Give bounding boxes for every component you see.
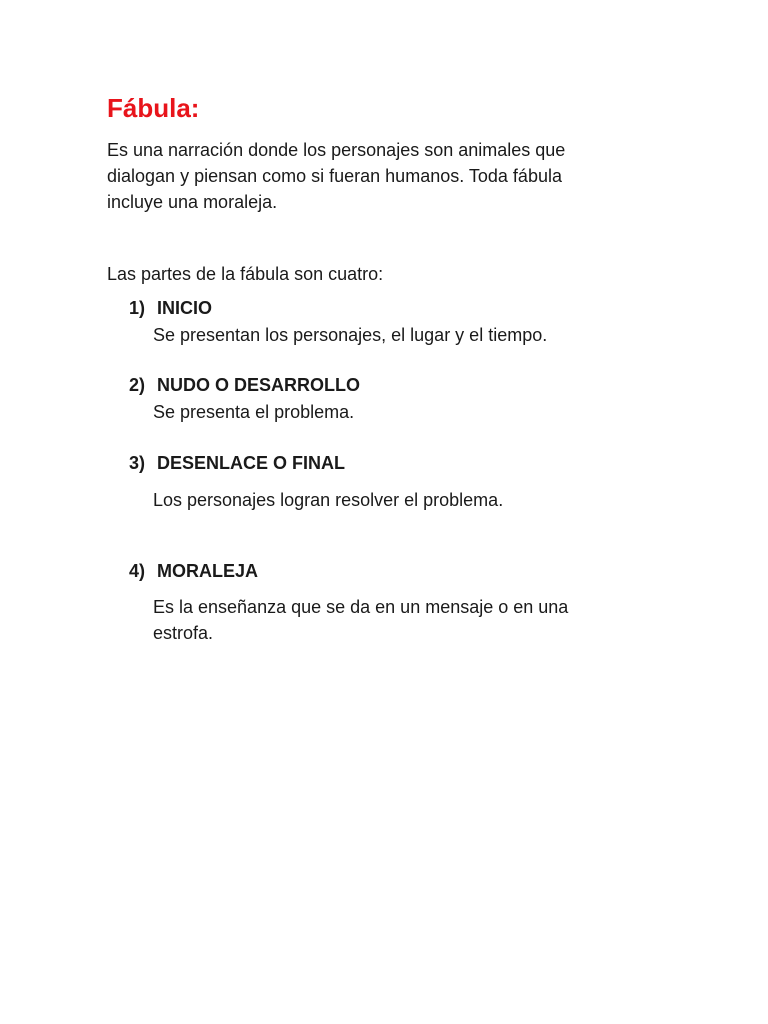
part-number: 2) [129, 375, 146, 395]
part-title: MORALEJA [157, 561, 259, 581]
part-title: DESENLACE O FINAL [157, 453, 346, 473]
intro-paragraph [107, 137, 667, 215]
parts-heading: Las partes de la fábula son cuatro: [107, 264, 384, 284]
part-1-heading [129, 295, 212, 321]
part-description-line: Es la enseñanza que se da en un mensaje o en una [153, 597, 569, 617]
part-title: NUDO O DESARROLLO [157, 375, 361, 395]
part-description-line: estrofa. [153, 623, 214, 643]
part-4-heading [129, 558, 258, 584]
part-number: 3) [129, 453, 146, 473]
part-description-line: Se presentan los personajes, el lugar y el tiempo. [153, 325, 548, 345]
part-2-heading [129, 372, 360, 398]
part-description-line: Se presenta el problema. [153, 402, 355, 422]
part-1-description [153, 322, 547, 348]
intro-line: incluye una moraleja. [107, 192, 278, 212]
part-3-heading [129, 450, 345, 476]
document-title: Fábula: [107, 93, 200, 123]
part-number: 4) [129, 561, 146, 581]
part-4-description [153, 594, 568, 646]
part-number: 1) [129, 298, 146, 318]
intro-line: dialogan y piensan como si fueran humanos. Toda fábula [107, 166, 562, 186]
part-3-description [153, 487, 503, 513]
part-description-line: Los personajes logran resolver el problema. [153, 490, 504, 510]
part-2-description [153, 399, 354, 425]
part-title: INICIO [157, 298, 213, 318]
intro-line: Es una narración donde los personajes son animales que [107, 140, 566, 160]
